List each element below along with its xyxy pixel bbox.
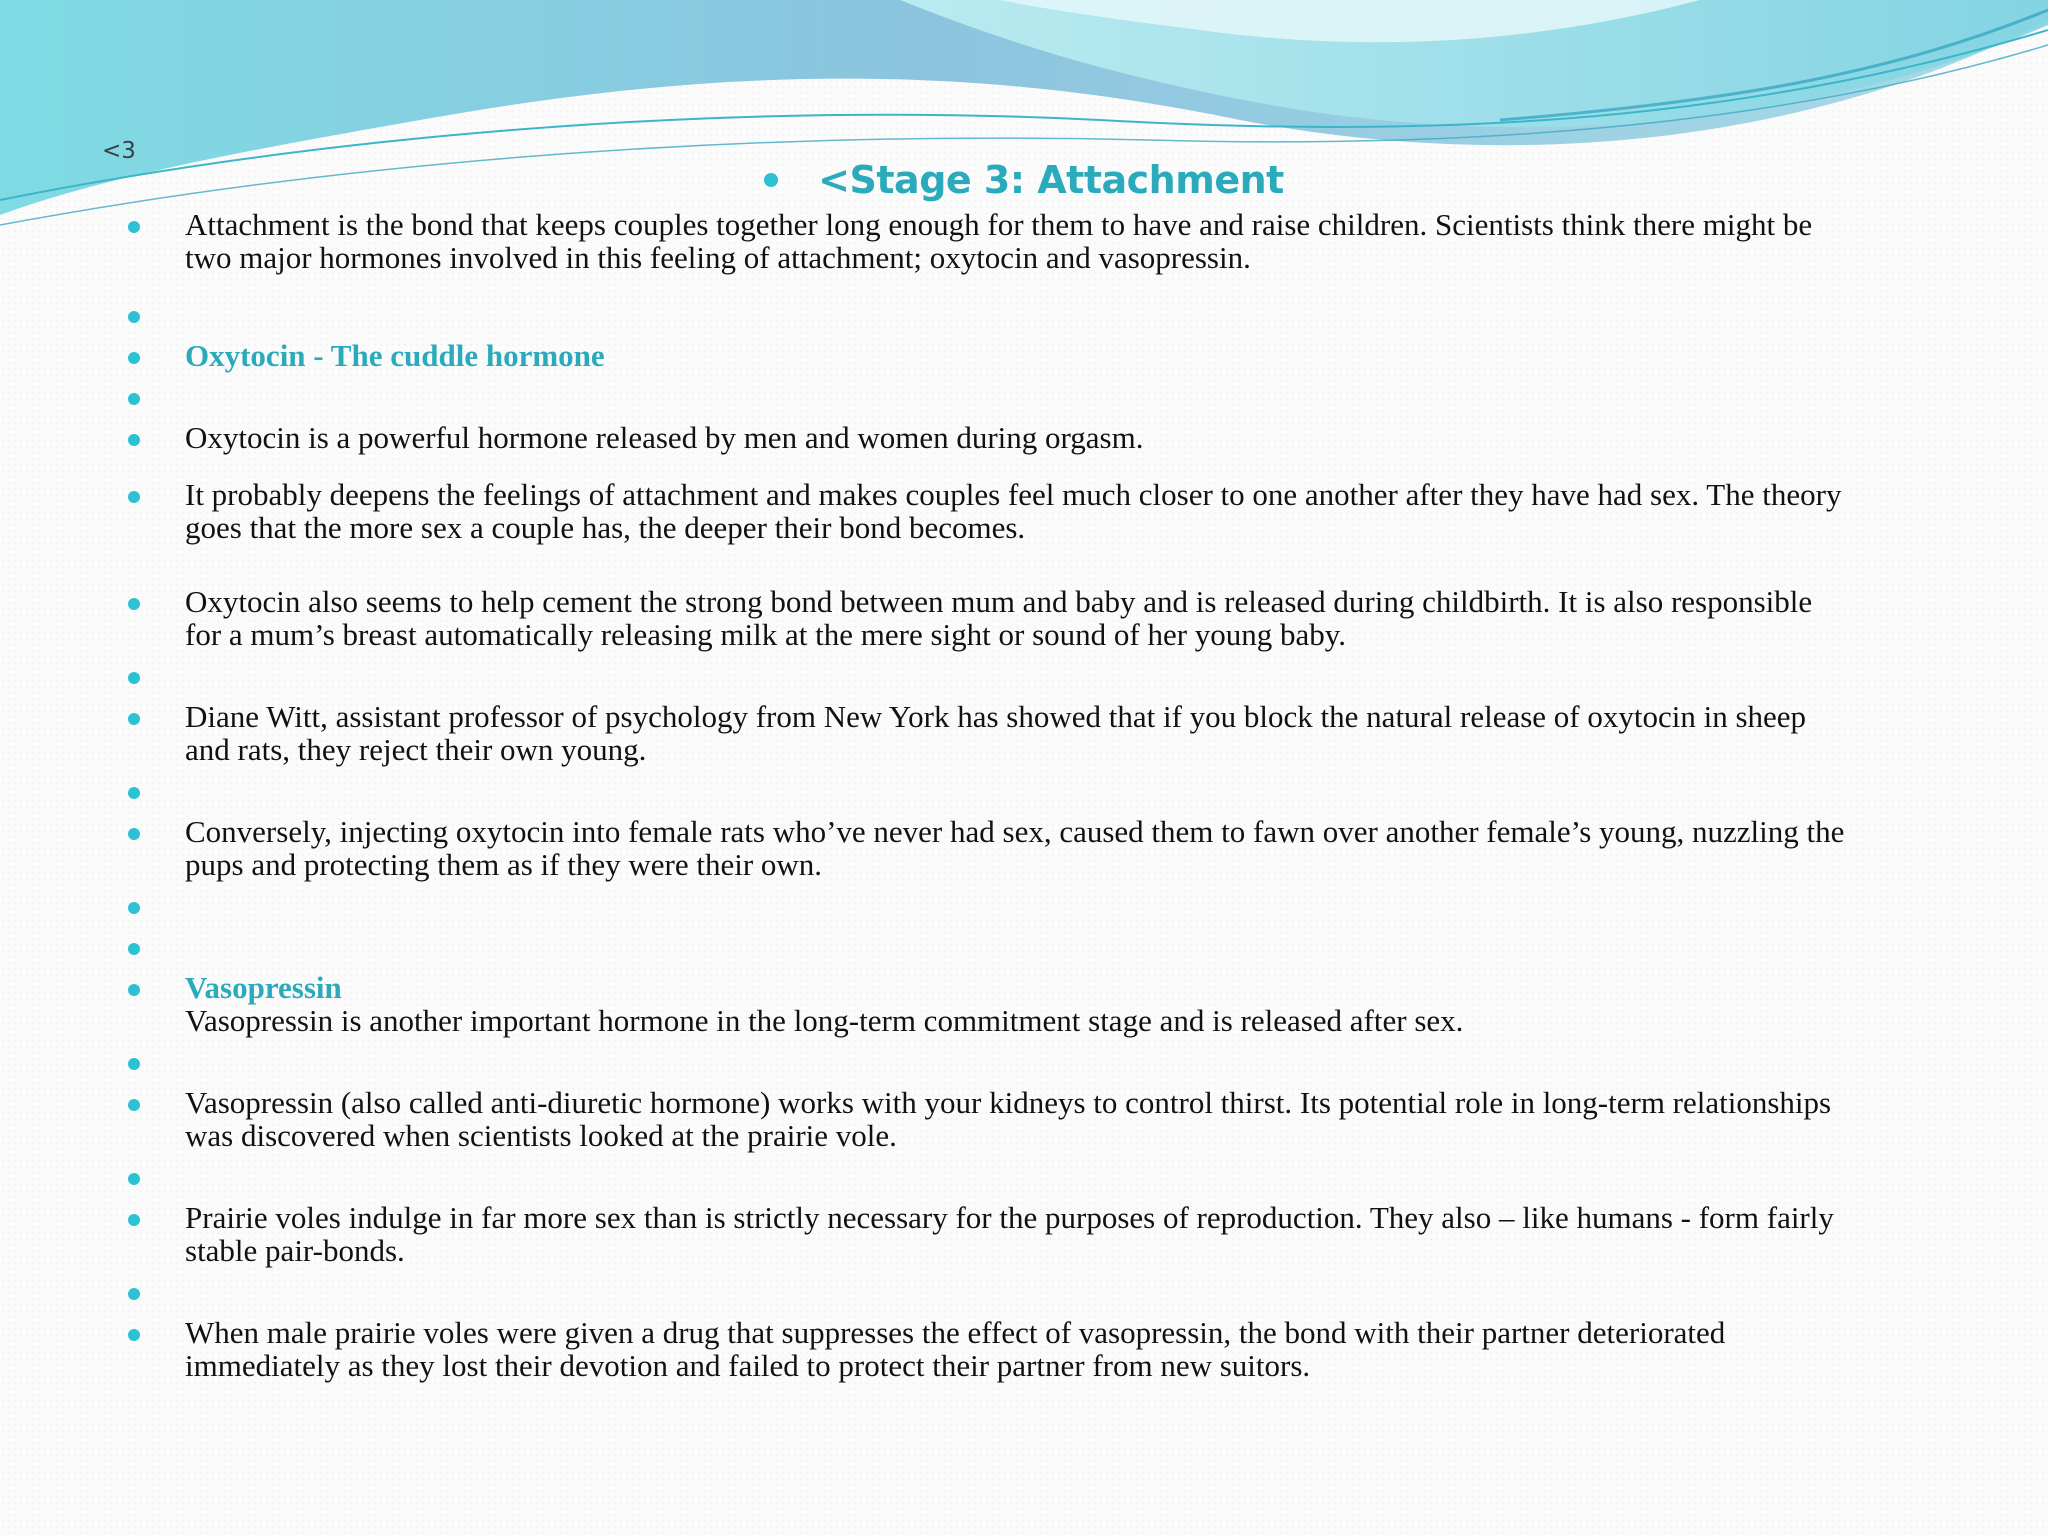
item-text: Attachment is the bond that keeps couples together long enough for them to have and raise children. Scientists think there might be two major hormones involved in this feeling of attachment; oxytocin and vasopressin. [185, 207, 1813, 275]
bullet-dot-icon [128, 1214, 140, 1226]
bullet-dot-icon [128, 902, 140, 914]
list-item [128, 1160, 1848, 1193]
bullet-dot-icon [128, 1099, 140, 1111]
bullet-dot-icon [128, 943, 140, 955]
item-text: Diane Witt, assistant professor of psychology from New York has showed that if you block the natural release of oxytocin in sheep and rats, they reject their own young. [185, 699, 1807, 767]
title-row [0, 158, 2048, 210]
slide-title: <Stage 3: Attachment [818, 158, 1284, 202]
list-item [128, 1316, 1848, 1382]
bullet-dot-icon [128, 491, 140, 503]
bullet-dot-icon [128, 1288, 140, 1300]
bullet-dot-icon [128, 221, 140, 233]
list-item [128, 659, 1848, 692]
item-text: Oxytocin also seems to help cement the strong bond between mum and baby and is released during childbirth. It is also responsible for a mum’s breast automatically releasing milk at the mere sight or sound of her young baby. [185, 584, 1813, 652]
bullet-dot-icon [128, 311, 140, 323]
list-item [128, 889, 1848, 922]
bullet-dot-icon [128, 393, 140, 405]
bullet-dot-icon [764, 173, 778, 187]
list-item [128, 339, 1848, 372]
bullet-dot-icon [128, 1329, 140, 1341]
bullet-list [128, 208, 1848, 1382]
bullet-dot-icon [128, 828, 140, 840]
list-item [128, 380, 1848, 413]
list-item [128, 774, 1848, 807]
bullet-dot-icon [128, 598, 140, 610]
item-text: Oxytocin is a powerful hormone released by men and women during orgasm. [185, 420, 1144, 455]
bullet-dot-icon [128, 1058, 140, 1070]
list-item [128, 421, 1848, 454]
list-item [128, 971, 1848, 1037]
list-item [128, 1045, 1848, 1078]
bullet-dot-icon [128, 984, 140, 996]
bullet-dot-icon [128, 434, 140, 446]
list-item [128, 208, 1848, 274]
list-item [128, 930, 1848, 963]
item-text: Vasopressin is another important hormone in the long-term commitment stage and is released after sex. [185, 1003, 1464, 1038]
item-text: Prairie voles indulge in far more sex than is strictly necessary for the purposes of reproduction. They also – like humans - form fairly stable pair-bonds. [185, 1200, 1834, 1268]
list-item [128, 298, 1848, 331]
item-text: It probably deepens the feelings of attachment and makes couples feel much closer to one another after they have had sex. The theory goes that the more sex a couple has, the deeper their bond becomes. [185, 477, 1842, 545]
corner-label: <3 [102, 138, 136, 164]
section-heading-vasopressin: Vasopressin [185, 970, 342, 1005]
item-text: When male prairie voles were given a drug that suppresses the effect of vasopressin, the bond with their partner deteriorated immediately as they lost their devotion and failed to protect their partner from new suitors. [185, 1315, 1726, 1383]
list-item [128, 700, 1848, 766]
list-item [128, 1275, 1848, 1308]
list-item [128, 1086, 1848, 1152]
list-item [128, 478, 1848, 544]
bullet-dot-icon [128, 713, 140, 725]
item-text: Conversely, injecting oxytocin into female rats who’ve never had sex, caused them to fawn over another female’s young, nuzzling the pups and protecting them as if they were their own. [185, 814, 1845, 882]
list-item [128, 1201, 1848, 1267]
bullet-dot-icon [128, 352, 140, 364]
item-text: Vasopressin (also called anti-diuretic hormone) works with your kidneys to control thirst. Its potential role in long-term relationships was discovered when scientists looked at the prairie vole. [185, 1085, 1832, 1153]
bullet-dot-icon [128, 787, 140, 799]
list-item [128, 585, 1848, 651]
section-heading-oxytocin: Oxytocin - The cuddle hormone [185, 338, 605, 373]
bullet-dot-icon [128, 672, 140, 684]
bullet-dot-icon [128, 1173, 140, 1185]
list-item [128, 815, 1848, 881]
